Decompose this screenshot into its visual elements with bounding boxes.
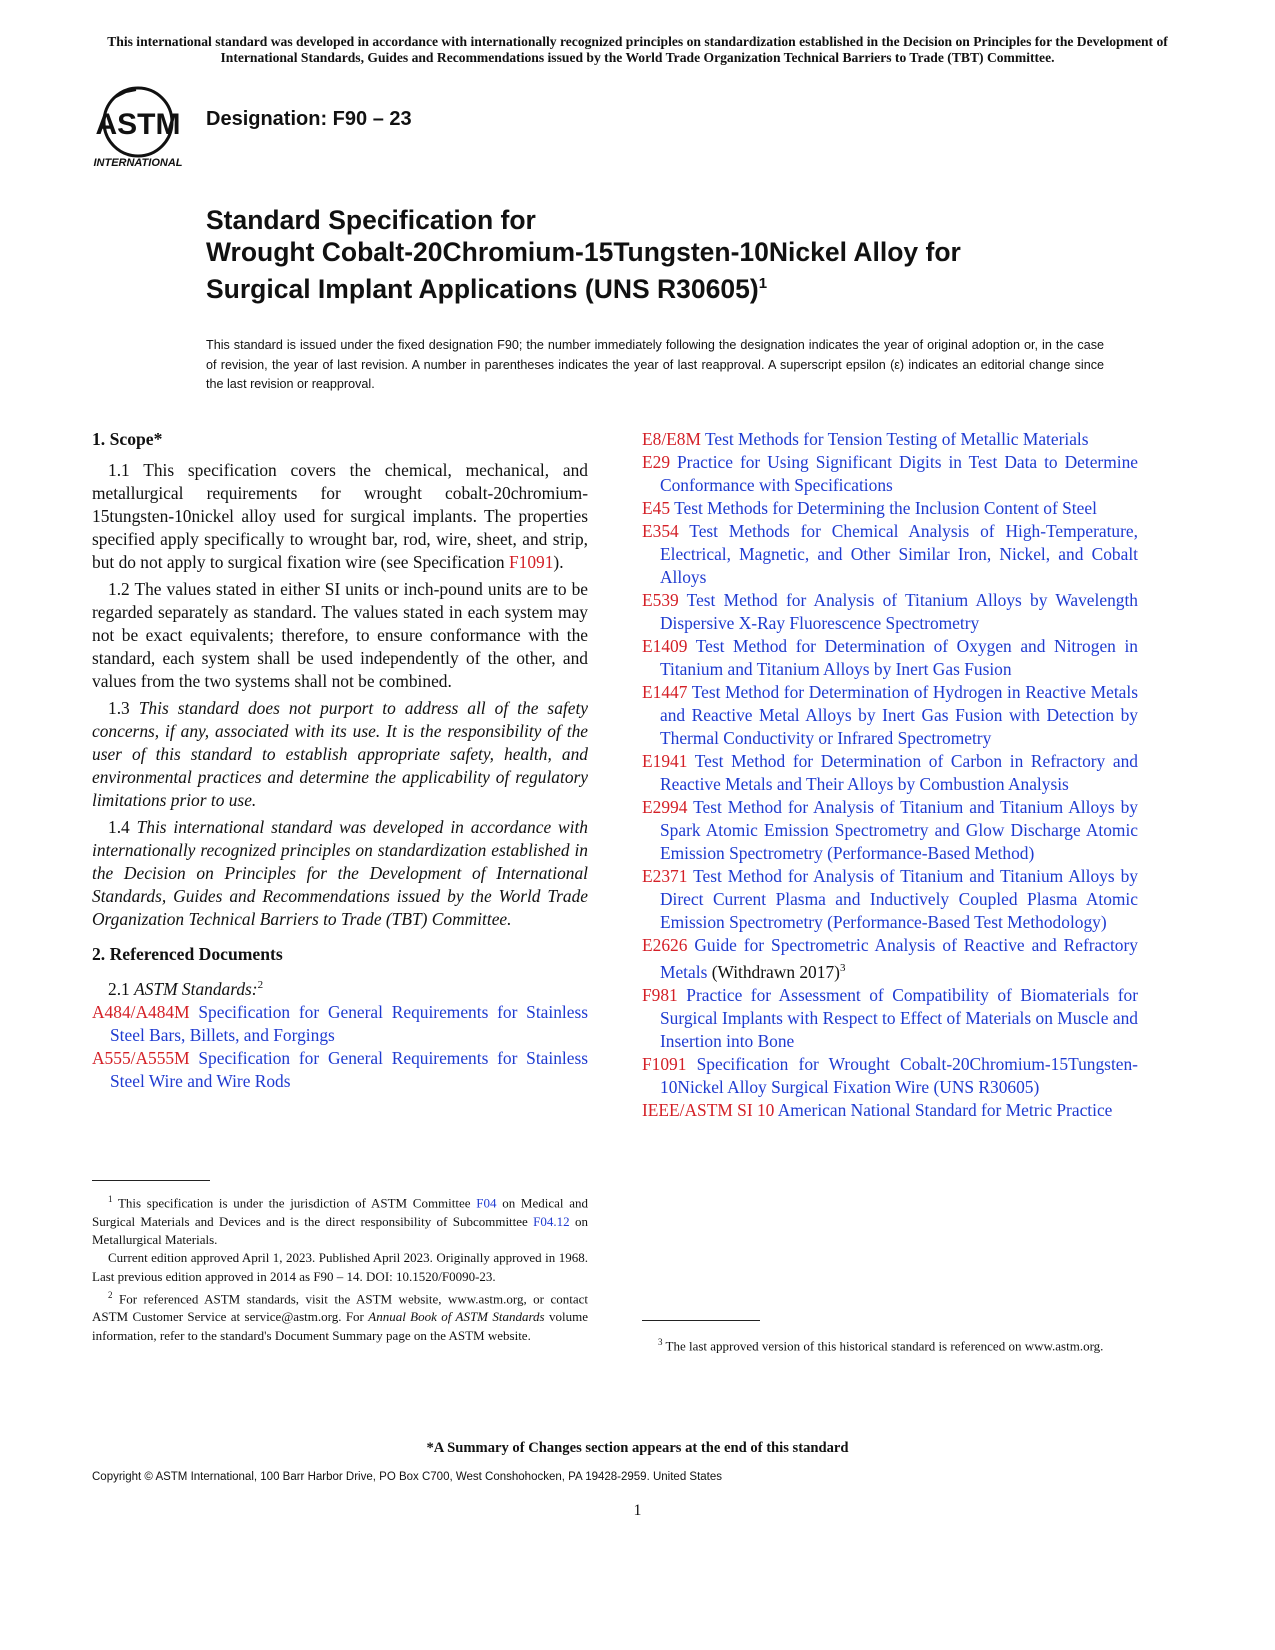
reference-code[interactable]: E354 <box>642 521 679 541</box>
reference-item[interactable] <box>92 1047 588 1093</box>
astm-logo <box>92 86 192 172</box>
reference-title[interactable]: Test Method for Analysis of Titanium and Titanium Alloys by Direct Current Plasma and Inductively Coupled Plasma Atomic Emission Spectrometry (Performance-Based Test Methodology) <box>660 866 1138 932</box>
reference-title[interactable]: Test Method for Analysis of Titanium Alloys by Wavelength Dispersive X-Ray Fluorescence Spectrometry <box>660 590 1138 633</box>
reference-title[interactable]: Practice for Assessment of Compatibility of Biomaterials for Surgical Implants with Respect to Effect of Materials on Muscle and Insertion into Bone <box>660 984 1138 1051</box>
title-line-1: Standard Specification for <box>206 205 536 235</box>
reference-code[interactable]: E539 <box>642 590 679 610</box>
footnote-1: $^1$ This specification is under the jurisdiction of ASTM Committee F04 on Medical and Surgical Materials and Devices and is the direct responsibility of Subcommittee F04.12 on Metallurgical Materials. <box>92 1194 588 1247</box>
reference-item[interactable]: E2626 Guide for Spectrometric Analysis of Reactive and Refractory Metals (Withdrawn 2017)$^3$ <box>642 935 1138 982</box>
astm-standards-label: 2.1 ASTM Standards:$^2$ <box>108 978 264 999</box>
scope-1-3: 1.3 This standard does not purport to address all of the safety concerns, if any, associated with its use. It is the responsibility of the user of this standard to establish appropriate safety, health, and environmental practices and determine the applicability of regulatory limitations prior to use. <box>92 698 589 810</box>
reference-item[interactable] <box>642 497 1138 520</box>
footnotes-left <box>92 1190 588 1345</box>
reference-title[interactable]: American National Standard for Metric Practice <box>777 1099 1113 1120</box>
designation: Designation: F90 – 23 <box>206 108 412 130</box>
title-line-2: Wrought Cobalt-20Chromium-15Tungsten-10Nickel Alloy for <box>206 237 961 267</box>
reference-item[interactable] <box>642 865 1138 934</box>
reference-item[interactable] <box>642 451 1138 497</box>
footnote-divider-left <box>92 1180 210 1181</box>
reference-title[interactable]: Test Method for Determination of Hydrogen in Reactive Metals and Reactive Metal Alloys by Inert Gas Fusion with Detection by Thermal Conductivity or Infrared Spectrometry <box>660 682 1138 748</box>
reference-title[interactable]: Specification for Wrought Cobalt-20Chromium-15Tungsten-10Nickel Alloy Surgical Fixation Wire (UNS R30605) <box>660 1053 1138 1097</box>
footnote-divider-right <box>642 1320 760 1321</box>
reference-code[interactable]: F1091 <box>642 1053 687 1074</box>
scope-1-4: 1.4 This international standard was developed in accordance with internationally recognized principles on standardization established in the Decision on Principles for the Development of International Standards, Guides and Recommendations issued by the World Trade Organization Technical Barriers to Trade (TBT) Committee. <box>92 817 588 929</box>
title-footnote-marker: 1 <box>758 275 768 292</box>
reference-item[interactable] <box>642 750 1138 796</box>
reference-code[interactable]: E29 <box>642 452 671 472</box>
title-line-3: Surgical Implant Applications (UNS R30605)$^1$ <box>206 273 768 304</box>
footnote-2: $^2$ For referenced ASTM standards, visit the ASTM website, www.astm.org, or contact ASTM Customer Service at service@astm.org. For Annual Book of ASTM Standards volume information, refer to the standard's Document Summary page on the ASTM website. <box>92 1289 588 1343</box>
reference-code[interactable]: A484/A484M <box>92 1001 190 1022</box>
right-reference-list-2 <box>642 984 1138 1122</box>
reference-item[interactable] <box>642 984 1138 1053</box>
reference-code[interactable]: E2994 <box>642 797 688 817</box>
reference-title[interactable]: Test Methods for Tension Testing of Metallic Materials <box>704 429 1089 449</box>
footnote-1-edition: Current edition approved April 1, 2023. Published April 2023. Originally approved in 1968. Last previous edition approved in 2014 as F90 – 14. DOI: 10.1520/F0090-23. <box>92 1250 588 1284</box>
left-reference-list <box>92 1001 588 1093</box>
reference-code[interactable]: E1941 <box>642 751 688 771</box>
reference-title[interactable]: Specification for General Requirements for Stainless Steel Wire and Wire Rods <box>110 1047 588 1091</box>
f1091-link[interactable]: F1091 <box>508 552 554 572</box>
reference-title[interactable]: Test Method for Analysis of Titanium and Titanium Alloys by Spark Atomic Emission Spectrometry and Glow Discharge Atomic Emission Spectrometry (Performance-Based Method) <box>660 797 1138 863</box>
reference-item[interactable] <box>642 520 1138 589</box>
scope-heading: 1. Scope* <box>92 429 163 449</box>
left-column <box>92 428 588 1093</box>
scope-1-1: 1.1 This specification covers the chemical, mechanical, and metallurgical requirements for wrought cobalt-20chromium-15tungsten-10nickel alloy used for surgical implants. The properties specified apply specifically to wrought bar, rod, wire, sheet, and strip, but do not apply to surgical fixation wire (see Specification F1091). <box>92 460 588 572</box>
reference-item[interactable] <box>642 1099 1138 1122</box>
reference-code[interactable]: E45 <box>642 498 671 518</box>
reference-code[interactable]: A555/A555M <box>92 1047 190 1068</box>
wto-notice: This international standard was developed in accordance with internationally recognized principles on standardization established in the Decision on Principles for the Development of International Standards, Guides and Recommendations issued by the World Trade Organization Technical Barriers to Trade (TBT) Committee. <box>107 34 1168 65</box>
reference-code[interactable]: IEEE/ASTM SI 10 <box>642 1099 775 1120</box>
reference-title[interactable]: Practice for Using Significant Digits in Test Data to Determine Conformance with Specifications <box>660 452 1138 495</box>
logo-caption: INTERNATIONAL <box>93 157 183 169</box>
page-number: 1 <box>633 1502 642 1519</box>
reference-item[interactable] <box>642 796 1138 865</box>
reference-item[interactable] <box>642 1053 1138 1099</box>
f04-link[interactable]: F04 <box>476 1195 497 1211</box>
reference-code[interactable]: E2371 <box>642 866 688 886</box>
reference-item[interactable] <box>642 589 1138 635</box>
document-title <box>206 204 961 305</box>
logo-letters: ASTM <box>95 108 181 141</box>
footnotes-right <box>642 1333 1138 1356</box>
reference-item[interactable] <box>642 428 1138 451</box>
reference-code[interactable]: E1447 <box>642 682 688 702</box>
right-reference-list <box>642 428 1138 934</box>
reference-item[interactable] <box>92 1001 588 1047</box>
reference-title[interactable]: Test Methods for Determining the Inclusion Content of Steel <box>674 498 1097 518</box>
f04-12-link[interactable]: F04.12 <box>533 1213 570 1229</box>
refdocs-heading: 2. Referenced Documents <box>92 944 283 964</box>
scope-1-2: 1.2 The values stated in either SI units or inch-pound units are to be regarded separately as standard. The values stated in each system may not be exact equivalents; therefore, to ensure conformance with the standard, each system shall be used independently of the other, and values from the two systems shall not be combined. <box>92 579 588 691</box>
reference-title[interactable]: Test Methods for Chemical Analysis of High-Temperature, Electrical, Magnetic, and Other Similar Iron, Nickel, and Cobalt Alloys <box>660 521 1138 587</box>
summary-of-changes-note: *A Summary of Changes section appears at the end of this standard <box>426 1440 849 1456</box>
right-column <box>642 428 1138 1122</box>
reference-item[interactable] <box>642 681 1138 750</box>
footnote-3: $^3$ The last approved version of this historical standard is referenced on www.astm.org. <box>658 1337 1104 1354</box>
reference-code[interactable]: F981 <box>642 984 678 1005</box>
reference-title[interactable]: Specification for General Requirements for Stainless Steel Bars, Billets, and Forgings <box>110 1001 588 1045</box>
issued-note: This standard is issued under the fixed designation F90; the number immediately following the designation indicates the year of original adoption or, in the case of revision, the year of last revision. A number in parentheses indicates the year of last reapproval. A superscript epsilon (ε) indicates an editorial change since the last revision or reapproval. <box>206 338 1104 391</box>
reference-title[interactable]: Test Method for Determination of Carbon in Refractory and Reactive Metals and Their Alloys by Combustion Analysis <box>660 751 1138 794</box>
reference-title[interactable]: Test Method for Determination of Oxygen and Nitrogen in Titanium and Titanium Alloys by Inert Gas Fusion <box>660 636 1138 679</box>
reference-code[interactable]: E8/E8M <box>642 429 701 449</box>
reference-item[interactable] <box>642 635 1138 681</box>
reference-code[interactable]: E1409 <box>642 636 688 656</box>
copyright: Copyright © ASTM International, 100 Barr Harbor Drive, PO Box C700, West Conshohocken, PA 19428-2959. United States <box>92 1471 723 1483</box>
